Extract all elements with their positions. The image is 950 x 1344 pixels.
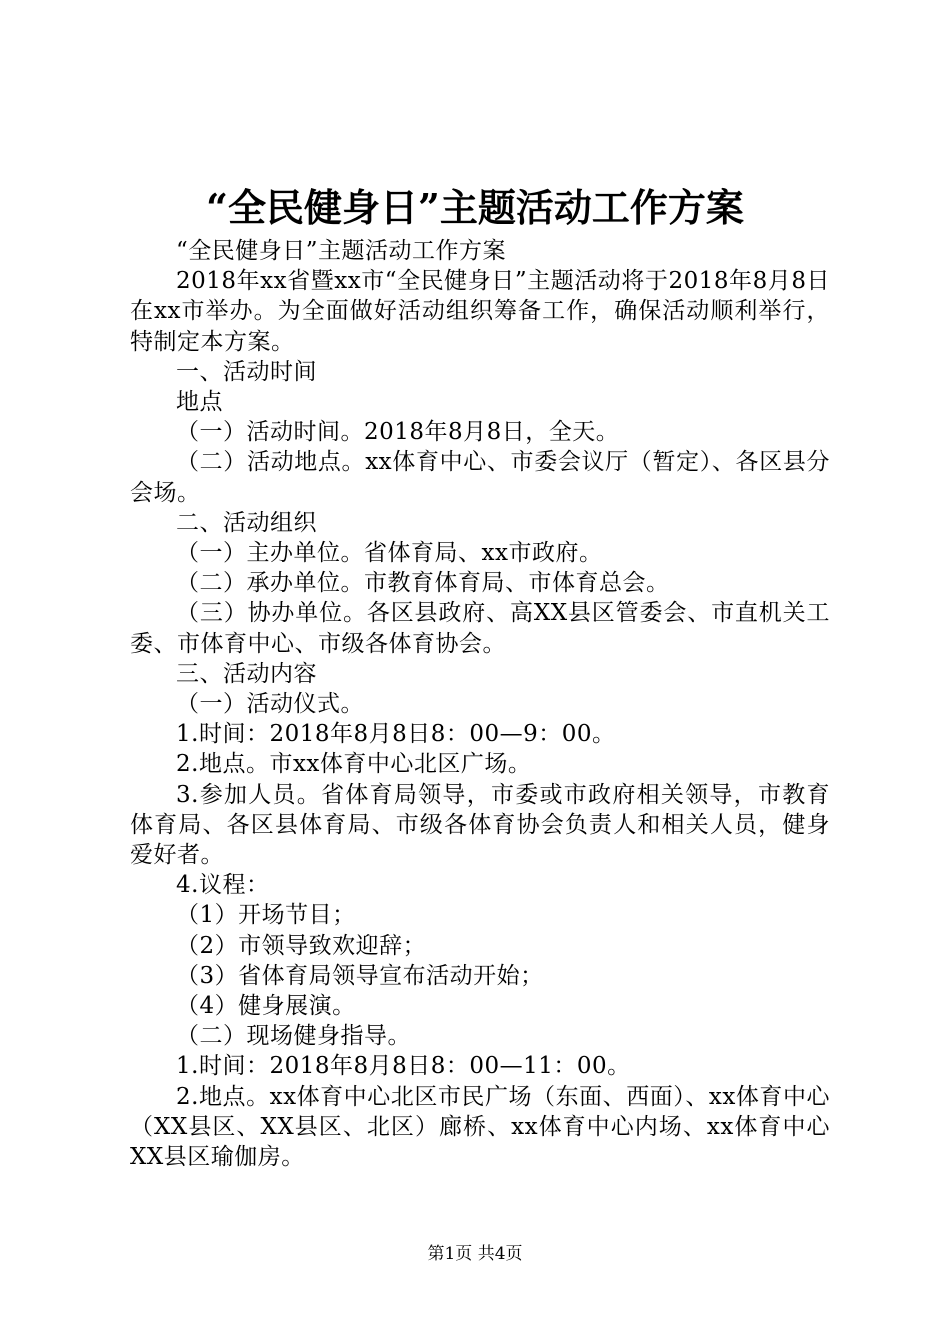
paragraph-host: （一）主办单位。省体育局、xx市政府。 [176, 540, 603, 567]
paragraph-guidance: （二）现场健身指导。 [176, 1023, 411, 1050]
paragraph-organizer: （二）承办单位。市教育体育局、市体育总会。 [176, 570, 670, 597]
document-body [130, 236, 830, 1172]
paragraph-subtitle: “全民健身日”主题活动工作方案 [176, 238, 507, 264]
heading-section-1: 一、活动时间 [176, 358, 317, 385]
page-footer: 第1页 共4页 [427, 1244, 523, 1264]
paragraph-co-organizer: （三）协办单位。各区县政府、高XX县区管委会、市直机关工委、市体育中心、市级各体育协会。 [130, 600, 830, 657]
agenda-item-1: （1）开场节目； [176, 902, 356, 929]
paragraph-time: （一）活动时间。2018年8月8日，全天。 [176, 419, 620, 446]
paragraph-guidance-time: 1.时间：2018年8月8日8：00—11：00。 [176, 1053, 631, 1080]
heading-section-1-cont: 地点 [176, 389, 223, 416]
paragraph-ceremony-place: 2.地点。市xx体育中心北区广场。 [176, 751, 532, 778]
agenda-item-4: （4）健身展演。 [176, 993, 356, 1020]
agenda-item-2: （2）市领导致欢迎辞； [176, 932, 427, 959]
paragraph-intro: 2018年xx省暨xx市“全民健身日”主题活动将于2018年8月8日在xx市举办。为全面做好活动组织筹备工作，确保活动顺利举行，特制定本方案。 [130, 268, 830, 355]
paragraph-guidance-place: 2.地点。xx体育中心北区市民广场（东面、西面）、xx体育中心（XX县区、XX县区、北区）廊桥、xx体育中心内场、xx体育中心XX县区瑜伽房。 [130, 1083, 830, 1171]
document-title: “全民健身日”主题活动工作方案 [206, 185, 744, 230]
paragraph-location: （二）活动地点。xx体育中心、市委会议厅（暂定）、各区县分会场。 [130, 449, 830, 506]
heading-section-3: 三、活动内容 [176, 660, 317, 687]
paragraph-participants: 3.参加人员。省体育局领导，市委或市政府相关领导，市教育体育局、各区县体育局、市级各体育协会负责人和相关人员，健身爱好者。 [130, 781, 830, 869]
agenda-item-3: （3）省体育局领导宣布活动开始； [176, 962, 544, 989]
heading-section-2: 二、活动组织 [176, 509, 317, 536]
paragraph-ceremony-time: 1.时间：2018年8月8日8：00—9：00。 [176, 721, 616, 748]
paragraph-ceremony: （一）活动仪式。 [176, 691, 364, 718]
paragraph-agenda: 4.议程： [176, 872, 270, 899]
